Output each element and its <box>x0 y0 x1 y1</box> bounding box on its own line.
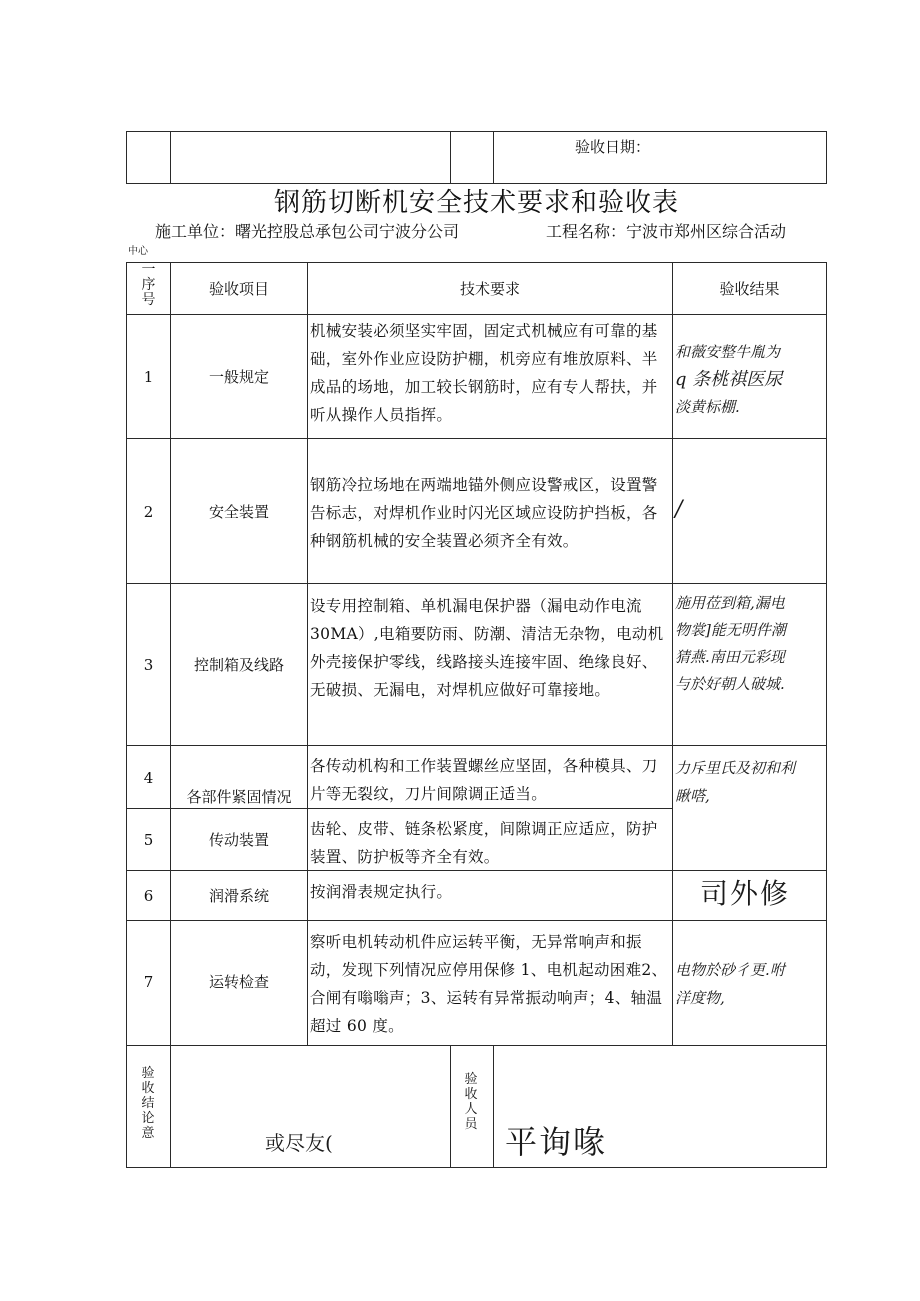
row-item: 一般规定 <box>208 368 269 386</box>
row-requirement: 齿轮、皮带、链条松紧度，间隙调正应适应，防护装置、防护板等齐全有效。 <box>310 820 658 866</box>
construction-unit: 施工单位：曙光控股总承包公司宁波分公司 <box>155 222 460 241</box>
row-number: 7 <box>143 973 154 991</box>
row-number: 5 <box>143 831 154 849</box>
row-number: 3 <box>143 656 154 674</box>
row-item: 运转检查 <box>208 973 269 991</box>
project-name: 工程名称：宁波市郑州区综合活动 <box>546 222 787 241</box>
row-requirement: 各传动机构和工作装置螺丝应坚固，各种模具、刀片等无裂纹，刀片间隙调正适当。 <box>310 757 658 803</box>
document-title: 钢筋切断机安全技术要求和验收表 <box>273 188 679 218</box>
row-item: 各部件紧固情况 <box>186 788 292 806</box>
row-result-handwriting: 施用莅到箱,漏电 物裳]能无明件潮 猜燕.南田元彩现 与於好朝人破城. <box>675 594 786 693</box>
row-item: 安全装置 <box>208 503 269 521</box>
header-requirement: 技术要求 <box>459 280 520 298</box>
header-result: 验收结果 <box>719 280 780 298</box>
header-number-char-2: 号 <box>141 292 156 308</box>
row-requirement: 察听电机转动机件应运转平衡，无异常响声和振动，发现下列情况应停用保修 1、电机起动困难2、合闸有嗡嗡声；3、运转有异常振动响声；4、轴温超过 60 度。 <box>310 933 668 1035</box>
row-number: 2 <box>143 503 154 521</box>
row-result-handwriting: 司外修 <box>700 877 791 910</box>
conclusion-label: 验收结论意 <box>141 1066 155 1141</box>
row-requirement: 机械安装必须坚实牢固，固定式机械应有可靠的基础，室外作业应设防护棚，机旁应有堆放原料、半成品的场地，加工较长钢筋时，应有专人帮扶，并听从操作人员指挥。 <box>310 322 658 424</box>
row-requirement: 按润滑表规定执行。 <box>310 883 453 901</box>
row-item: 传动装置 <box>208 831 269 849</box>
inspector-handwriting: 平询喙 <box>505 1123 608 1161</box>
row-result-slash: / <box>675 497 683 522</box>
row-number: 6 <box>143 887 154 905</box>
row-requirement: 钢筋冷拉场地在两端地锚外侧应设警戒区，设置警告标志，对焊机作业时闪光区域应设防护挡板，各种钢筋机械的安全装置必须齐全有效。 <box>310 476 658 550</box>
conclusion-handwriting: 或尽友( <box>265 1131 333 1155</box>
header-item: 验收项目 <box>208 280 269 298</box>
row-number: 1 <box>143 368 154 386</box>
row-result-handwriting: 电物於砂彳更.咐 洋度物, <box>675 961 785 1007</box>
acceptance-date-label: 验收日期： <box>575 138 651 156</box>
row-requirement: 设专用控制箱、单机漏电保护器（漏电动作电流30MA）,电箱要防雨、防潮、清洁无杂物，电动机外壳接保护零线，线路接头连接牢固、绝缘良好、无破损、无漏电，对焊机应做好可靠接地。 <box>310 597 664 699</box>
header-number-char-1: 序 <box>141 277 156 293</box>
header-number-mark: 一 <box>141 262 156 278</box>
row-item: 润滑系统 <box>208 887 269 905</box>
project-name-continued: 中心 <box>128 246 148 257</box>
row-result-handwriting: 和薇安整牛胤为 q 条桃祺医尿 淡黄标棚. <box>675 343 783 416</box>
row-number: 4 <box>143 769 154 787</box>
inspector-label: 验收人员 <box>464 1072 478 1132</box>
row-item: 控制箱及线路 <box>193 656 284 674</box>
row-result-handwriting: 力斥里氏及初和利 瞅嗒, <box>675 759 796 805</box>
header-number <box>127 263 170 308</box>
